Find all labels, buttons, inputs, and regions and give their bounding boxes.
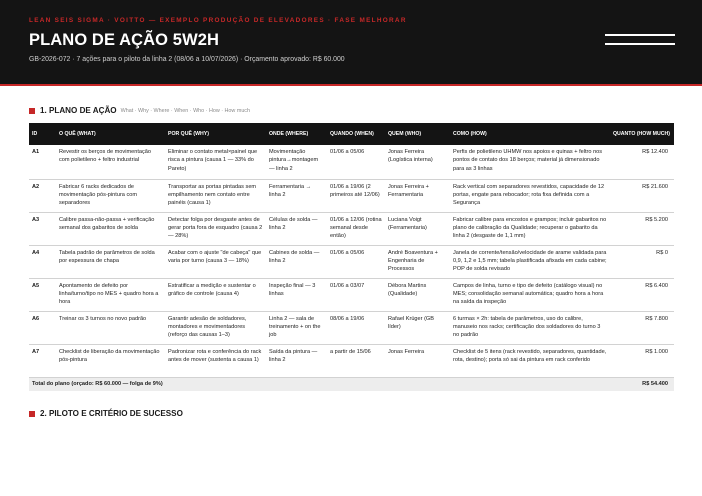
cell-what: Calibre passa-não-passa + verificação semanal dos gabaritos de solda [56,212,165,245]
section-title: 2. PILOTO E CRITÉRIO DE SUCESSO [40,409,183,418]
cell-why: Garantir adesão de soldadores, montadores e movimentadores (reforço das causas 1–3) [165,311,266,344]
cell-where: Inspeção final — 3 linhas [266,278,327,311]
page-header [0,0,702,84]
table-total-row [29,377,674,391]
cell-howmuch: R$ 6.400 [610,278,674,311]
header-decor-line [605,43,675,45]
cell-what: Fabricar 6 racks dedicados de movimentação pós-pintura com separadores [56,179,165,212]
header-kicker: LEAN SEIS SIGMA · VOITTO — EXEMPLO PRODUÇÃO DE ELEVADORES · FASE MELHORAR [29,17,407,24]
col-header-who: QUEM (WHO) [388,130,422,137]
cell-id: A1 [29,145,56,179]
cell-howmuch: R$ 7.800 [610,311,674,344]
cell-what: Tabela padrão de parâmetros de solda por espessura de chapa [56,245,165,278]
cell-id: A2 [29,179,56,212]
action-plan-table [29,123,674,391]
cell-when: 08/06 a 19/06 [327,311,385,344]
cell-when: 01/06 a 05/06 [327,245,385,278]
section-heading-pilot [29,409,183,418]
col-header-what: O QUÊ (WHAT) [59,130,96,137]
cell-when: 01/06 a 12/06 (rotina semanal desde então) [327,212,385,245]
section-marker [29,411,35,417]
cell-howmuch: R$ 12.400 [610,145,674,179]
header-decor-line [605,34,675,36]
cell-who: Luciana Voigt (Ferramentaria) [385,212,450,245]
cell-howmuch: R$ 5.200 [610,212,674,245]
cell-who: Débora Martins (Qualidade) [385,278,450,311]
cell-what: Treinar os 3 turnos no novo padrão [56,311,165,344]
cell-where: Saída da pintura — linha 2 [266,344,327,377]
col-header-howmuch: QUANTO (HOW MUCH) [613,130,670,137]
cell-how: Perfis de polietileno UHMW nos apoios e quinas + feltro nos pontos de contato dos 18 berços; material já dimensionado para as 3 linhas [450,145,610,179]
cell-when: 01/06 a 05/06 [327,145,385,179]
cell-how: Campos de linha, turno e tipo de defeito (catálogo visual) no MES; consolidação semanal automática; quadro hora a hora na saída da inspeção [450,278,610,311]
cell-howmuch: R$ 0 [610,245,674,278]
table-row [29,278,674,311]
cell-why: Padronizar rota e conferência do rack antes de mover (sustenta a causa 1) [165,344,266,377]
cell-how: 6 turmas × 2h: tabela de parâmetros, uso do calibre, manuseio nos racks; certificação dos soldadores do turno 3 no padrão [450,311,610,344]
cell-how: Fabricar calibre para encostos e grampos; incluir gabaritos no plano de calibração da Qualidade; recuperar o gabarito da linha 2 (desgaste de 1,1 mm) [450,212,610,245]
cell-id: A7 [29,344,56,377]
cell-who: Jonas Ferreira + Ferramentaria [385,179,450,212]
cell-where: Ferramentaria → linha 2 [266,179,327,212]
col-header-id: ID [32,130,38,137]
cell-when: a partir de 15/06 [327,344,385,377]
cell-how: Rack vertical com separadores revestidos, capacidade de 12 portas, engate para rebocador; rota fixa definida com a Segurança [450,179,610,212]
col-header-when: QUANDO (WHEN) [330,130,374,137]
cell-where: Cabines de solda — linha 2 [266,245,327,278]
col-header-how: COMO (HOW) [453,130,487,137]
cell-who: Rafael Krüger (GB líder) [385,311,450,344]
cell-when: 01/06 a 03/07 [327,278,385,311]
table-row [29,145,674,179]
table-row [29,311,674,344]
header-accent-rule [0,84,702,86]
cell-why: Eliminar o contato metal×painel que risca a pintura (causa 1 — 33% do Pareto) [165,145,266,179]
cell-who: Jonas Ferreira (Logística interna) [385,145,450,179]
cell-what: Revestir os berços de movimentação com polietileno + feltro industrial [56,145,165,179]
section-title: 1. PLANO DE AÇÃO [40,106,117,115]
table-row [29,344,674,377]
col-header-why: POR QUÊ (WHY) [168,130,209,137]
cell-id: A6 [29,311,56,344]
col-header-where: ONDE (WHERE) [269,130,309,137]
cell-who: André Boaventura + Engenharia de Processos [385,245,450,278]
cell-what: Checklist de liberação da movimentação pós-pintura [56,344,165,377]
cell-id: A4 [29,245,56,278]
table-header-row [29,123,674,145]
cell-why: Transportar as portas pintadas sem empilhamento nem contato entre painéis (causa 1) [165,179,266,212]
cell-id: A5 [29,278,56,311]
total-label: Total do plano (orçado: R$ 60.000 — folga de 9%) [29,377,610,391]
table-row [29,212,674,245]
cell-who: Jonas Ferreira [385,344,450,377]
total-value: R$ 54.400 [610,377,674,391]
header-subtitle: GB-2026-072 · 7 ações para o piloto da linha 2 (08/06 a 10/07/2026) · Orçamento aprovado: R$ 60.000 [29,56,345,63]
cell-where: Linha 2 — sala de treinamento + on the job [266,311,327,344]
section-hint: What · Why · Where · When · Who · How · How much [120,107,251,114]
cell-how: Janela de corrente/tensão/velocidade de arame validada para 0,9, 1,2 e 1,5 mm; tabela plastificada afixada em cada cabine; POP de solda revisado [450,245,610,278]
cell-id: A3 [29,212,56,245]
table-row [29,245,674,278]
cell-when: 01/06 a 19/06 (2 primeiros até 12/06) [327,179,385,212]
cell-where: Movimentação pintura→montagem — linha 2 [266,145,327,179]
page-title: PLANO DE AÇÃO 5W2H [29,31,220,49]
section-heading-plan [29,106,250,115]
cell-what: Apontamento de defeito por linha/turno/tipo no MES + quadro hora a hora [56,278,165,311]
cell-why: Detectar folga por desgaste antes de gerar porta fora de esquadro (causa 2 — 28%) [165,212,266,245]
cell-how: Checklist de 5 itens (rack revestido, separadores, quantidade, rota, destino); porta só sai da pintura em rack conferido [450,344,610,377]
cell-why: Acabar com o ajuste "de cabeça" que varia por turno (causa 3 — 18%) [165,245,266,278]
cell-howmuch: R$ 21.600 [610,179,674,212]
cell-where: Células de solda — linha 2 [266,212,327,245]
section-marker [29,108,35,114]
cell-why: Estratificar a medição e sustentar o gráfico de controle (causa 4) [165,278,266,311]
table-row [29,179,674,212]
cell-howmuch: R$ 1.000 [610,344,674,377]
